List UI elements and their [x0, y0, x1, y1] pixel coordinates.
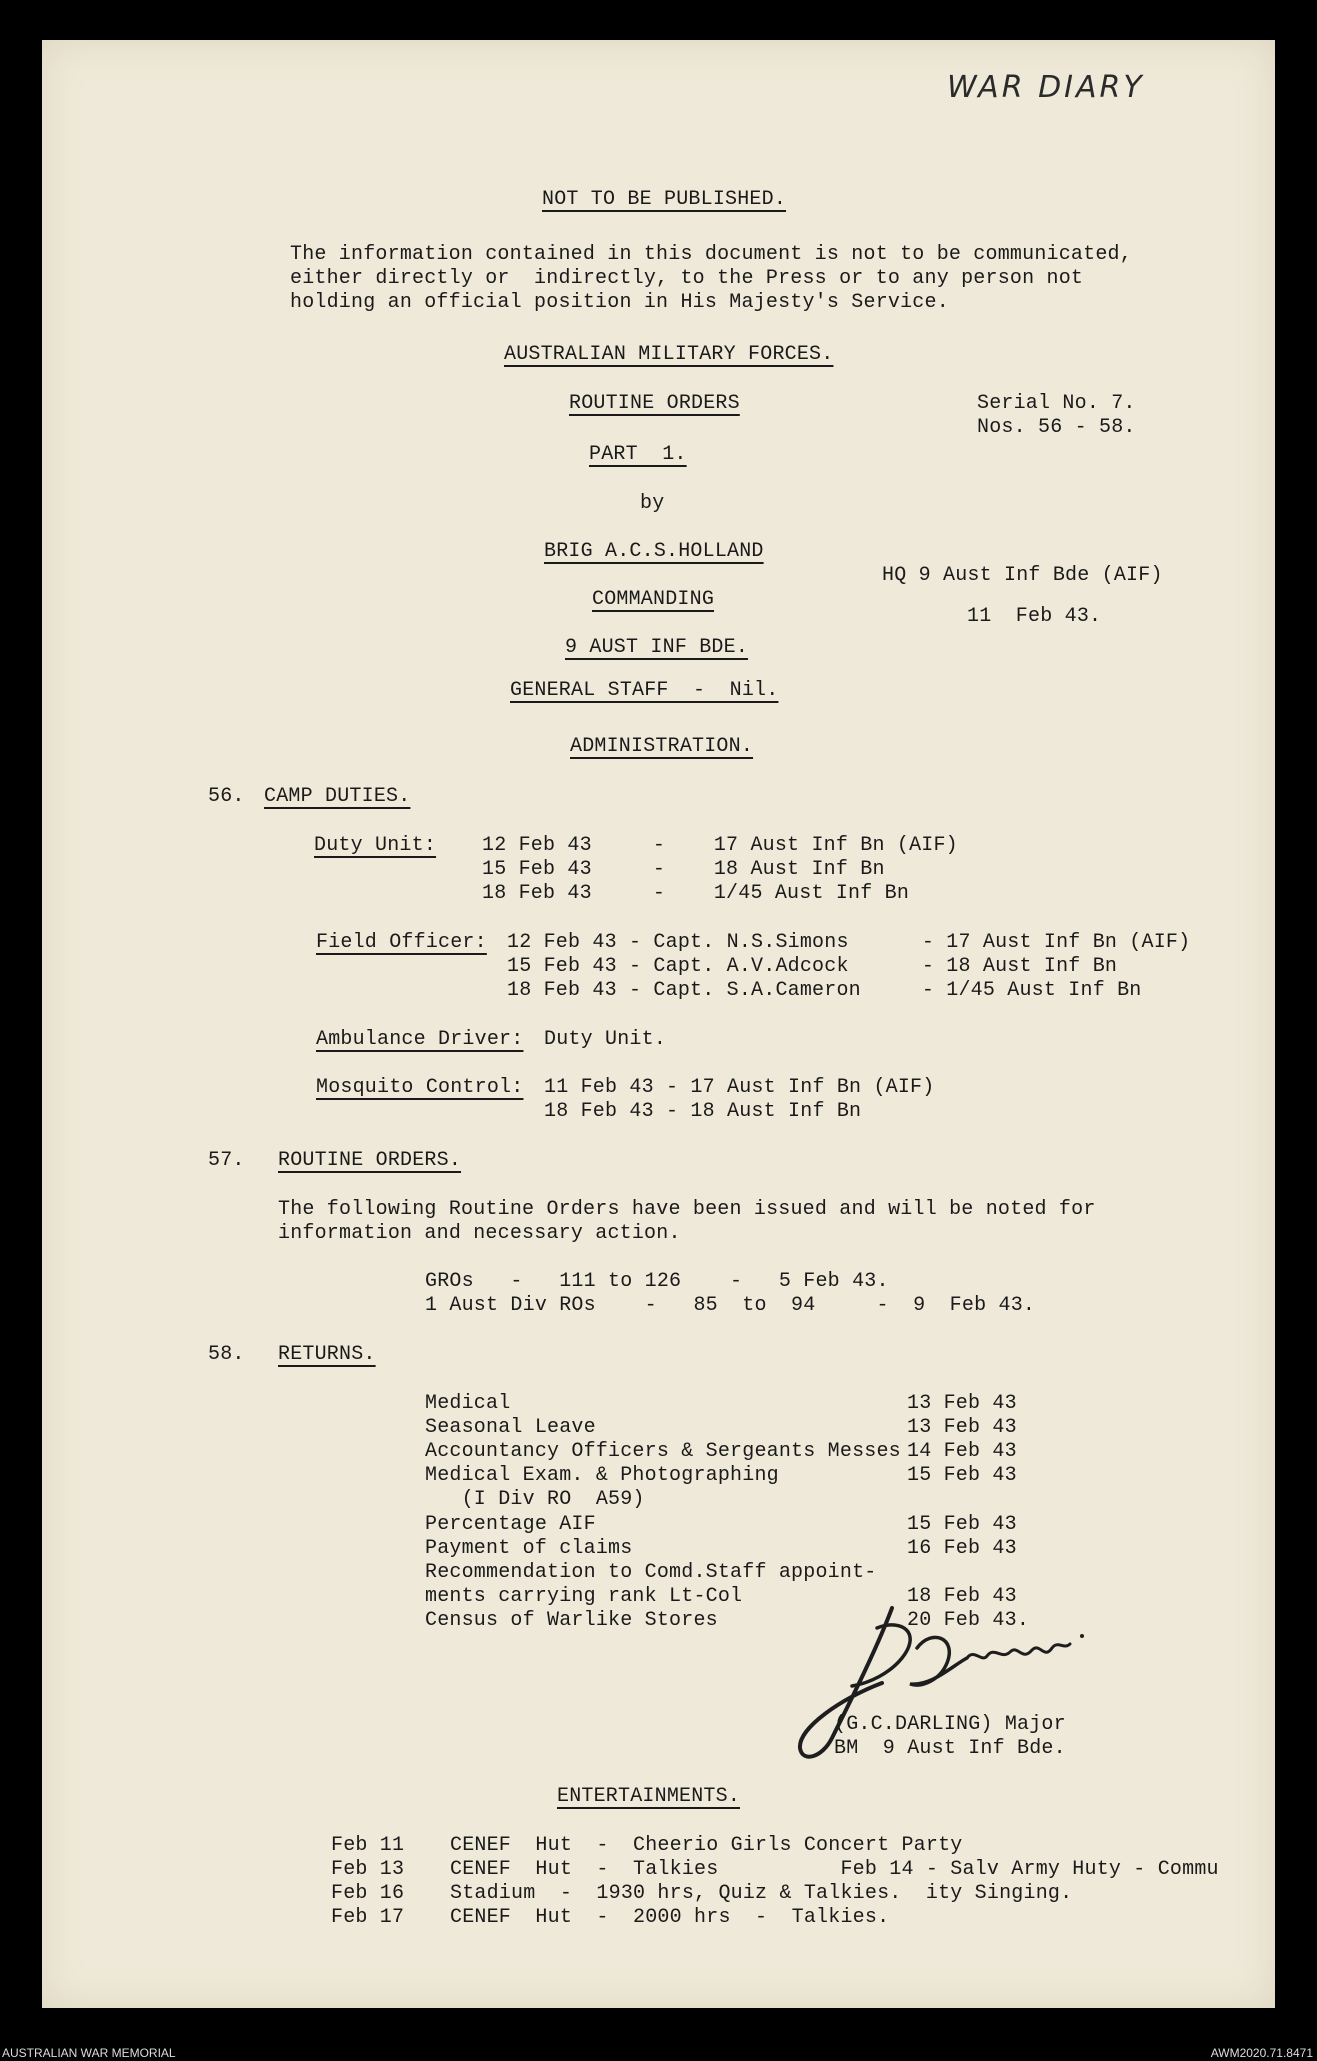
mosquito-control-label: Mosquito Control:: [316, 1076, 524, 1099]
ambulance-driver-value: Duty Unit.: [544, 1028, 667, 1051]
return-item-date: 18 Feb 43: [907, 1585, 1017, 1608]
section-56-title: CAMP DUTIES.: [264, 785, 411, 808]
general-staff-line: GENERAL STAFF - Nil.: [510, 679, 779, 702]
return-item-label: ments carrying rank Lt-Col: [425, 1585, 743, 1608]
footer-accession-number: AWM2020.71.8471: [1210, 2046, 1313, 2060]
return-item-date: 20 Feb 43.: [907, 1609, 1030, 1632]
by-label: by: [640, 492, 665, 515]
entertainment-text: Stadium - 1930 hrs, Quiz & Talkies. ity Singing.: [450, 1882, 1073, 1905]
hq-address: HQ 9 Aust Inf Bde (AIF): [882, 564, 1163, 587]
field-officer-row: 18 Feb 43 - Capt. S.A.Cameron - 1/45 Aust Inf Bn: [507, 979, 1142, 1002]
return-item-date: 13 Feb 43: [907, 1416, 1017, 1439]
return-item-label: Payment of claims: [425, 1537, 633, 1560]
entertainment-day: Feb 13: [331, 1858, 405, 1881]
return-item-label: Medical Exam. & Photographing: [425, 1464, 779, 1487]
section-56-number: 56.: [208, 785, 245, 808]
unit-name: 9 AUST INF BDE.: [565, 636, 749, 659]
return-item-date: 14 Feb 43: [907, 1440, 1017, 1463]
administration-heading: ADMINISTRATION.: [570, 735, 754, 758]
return-item-label: Percentage AIF: [425, 1513, 596, 1536]
org-heading: AUSTRALIAN MILITARY FORCES.: [504, 343, 834, 366]
return-item-date: 15 Feb 43: [907, 1513, 1017, 1536]
return-item-label: Recommendation to Comd.Staff appoint-: [425, 1561, 877, 1584]
routine-order-row: GROs - 111 to 126 - 5 Feb 43.: [425, 1270, 889, 1293]
entertainments-title: ENTERTAINMENTS.: [557, 1785, 741, 1808]
duty-unit-label: Duty Unit:: [314, 834, 437, 857]
section-57-title: ROUTINE ORDERS.: [278, 1149, 462, 1172]
return-item-label: Medical: [425, 1392, 511, 1415]
mosquito-control-row: 11 Feb 43 - 17 Aust Inf Bn (AIF): [544, 1076, 935, 1099]
return-item-date: 15 Feb 43: [907, 1464, 1017, 1487]
field-officer-row: 12 Feb 43 - Capt. N.S.Simons - 17 Aust Inf Bn (AIF): [507, 931, 1191, 954]
mosquito-control-row: 18 Feb 43 - 18 Aust Inf Bn: [544, 1100, 862, 1123]
duty-unit-row: 15 Feb 43 - 18 Aust Inf Bn: [482, 858, 885, 881]
commanding-label: COMMANDING: [592, 588, 715, 611]
entertainment-text: CENEF Hut - Talkies Feb 14 - Salv Army Huty - Commu: [450, 1858, 1219, 1881]
heading-not-published: NOT TO BE PUBLISHED.: [542, 188, 787, 211]
return-item-label: (I Div RO A59): [425, 1488, 645, 1511]
intro-line-3: holding an official position in His Majesty's Service.: [290, 291, 949, 314]
duty-unit-row: 12 Feb 43 - 17 Aust Inf Bn (AIF): [482, 834, 958, 857]
entertainment-day: Feb 16: [331, 1882, 405, 1905]
signatory-name: (G.C.DARLING) Major: [834, 1713, 1066, 1736]
routine-orders-title: ROUTINE ORDERS: [569, 392, 740, 415]
section-58-number: 58.: [208, 1343, 245, 1366]
document-page: [42, 40, 1275, 2008]
return-item-label: Accountancy Officers & Sergeants Messes: [425, 1440, 901, 1463]
section-57-text: information and necessary action.: [278, 1222, 681, 1245]
order-date: 11 Feb 43.: [967, 605, 1102, 628]
order-numbers: Nos. 56 - 58.: [977, 416, 1136, 439]
duty-unit-row: 18 Feb 43 - 1/45 Aust Inf Bn: [482, 882, 910, 905]
return-item-date: 13 Feb 43: [907, 1392, 1017, 1415]
commander-name: BRIG A.C.S.HOLLAND: [544, 540, 764, 563]
return-item-label: Seasonal Leave: [425, 1416, 596, 1439]
entertainment-text: CENEF Hut - Cheerio Girls Concert Party: [450, 1834, 963, 1857]
entertainment-text: CENEF Hut - 2000 hrs - Talkies.: [450, 1906, 890, 1929]
return-item-date: 16 Feb 43: [907, 1537, 1017, 1560]
field-officer-row: 15 Feb 43 - Capt. A.V.Adcock - 18 Aust Inf Bn: [507, 955, 1118, 978]
handwritten-note: WAR DIARY: [947, 70, 1145, 105]
section-58-title: RETURNS.: [278, 1343, 376, 1366]
intro-line-1: The information contained in this document is not to be communicated,: [290, 243, 1132, 266]
part-number: PART 1.: [589, 443, 687, 466]
signatory-role: BM 9 Aust Inf Bde.: [834, 1737, 1066, 1760]
return-item-label: Census of Warlike Stores: [425, 1609, 718, 1632]
routine-order-row: 1 Aust Div ROs - 85 to 94 - 9 Feb 43.: [425, 1294, 1036, 1317]
intro-line-2: either directly or indirectly, to the Press or to any person not: [290, 267, 1084, 290]
ambulance-driver-label: Ambulance Driver:: [316, 1028, 524, 1051]
section-57-number: 57.: [208, 1149, 245, 1172]
entertainment-day: Feb 11: [331, 1834, 405, 1857]
serial-number: Serial No. 7.: [977, 392, 1136, 415]
entertainment-day: Feb 17: [331, 1906, 405, 1929]
section-57-text: The following Routine Orders have been issued and will be noted for: [278, 1198, 1096, 1221]
footer-archive-name: AUSTRALIAN WAR MEMORIAL: [2, 2046, 176, 2060]
field-officer-label: Field Officer:: [316, 931, 487, 954]
